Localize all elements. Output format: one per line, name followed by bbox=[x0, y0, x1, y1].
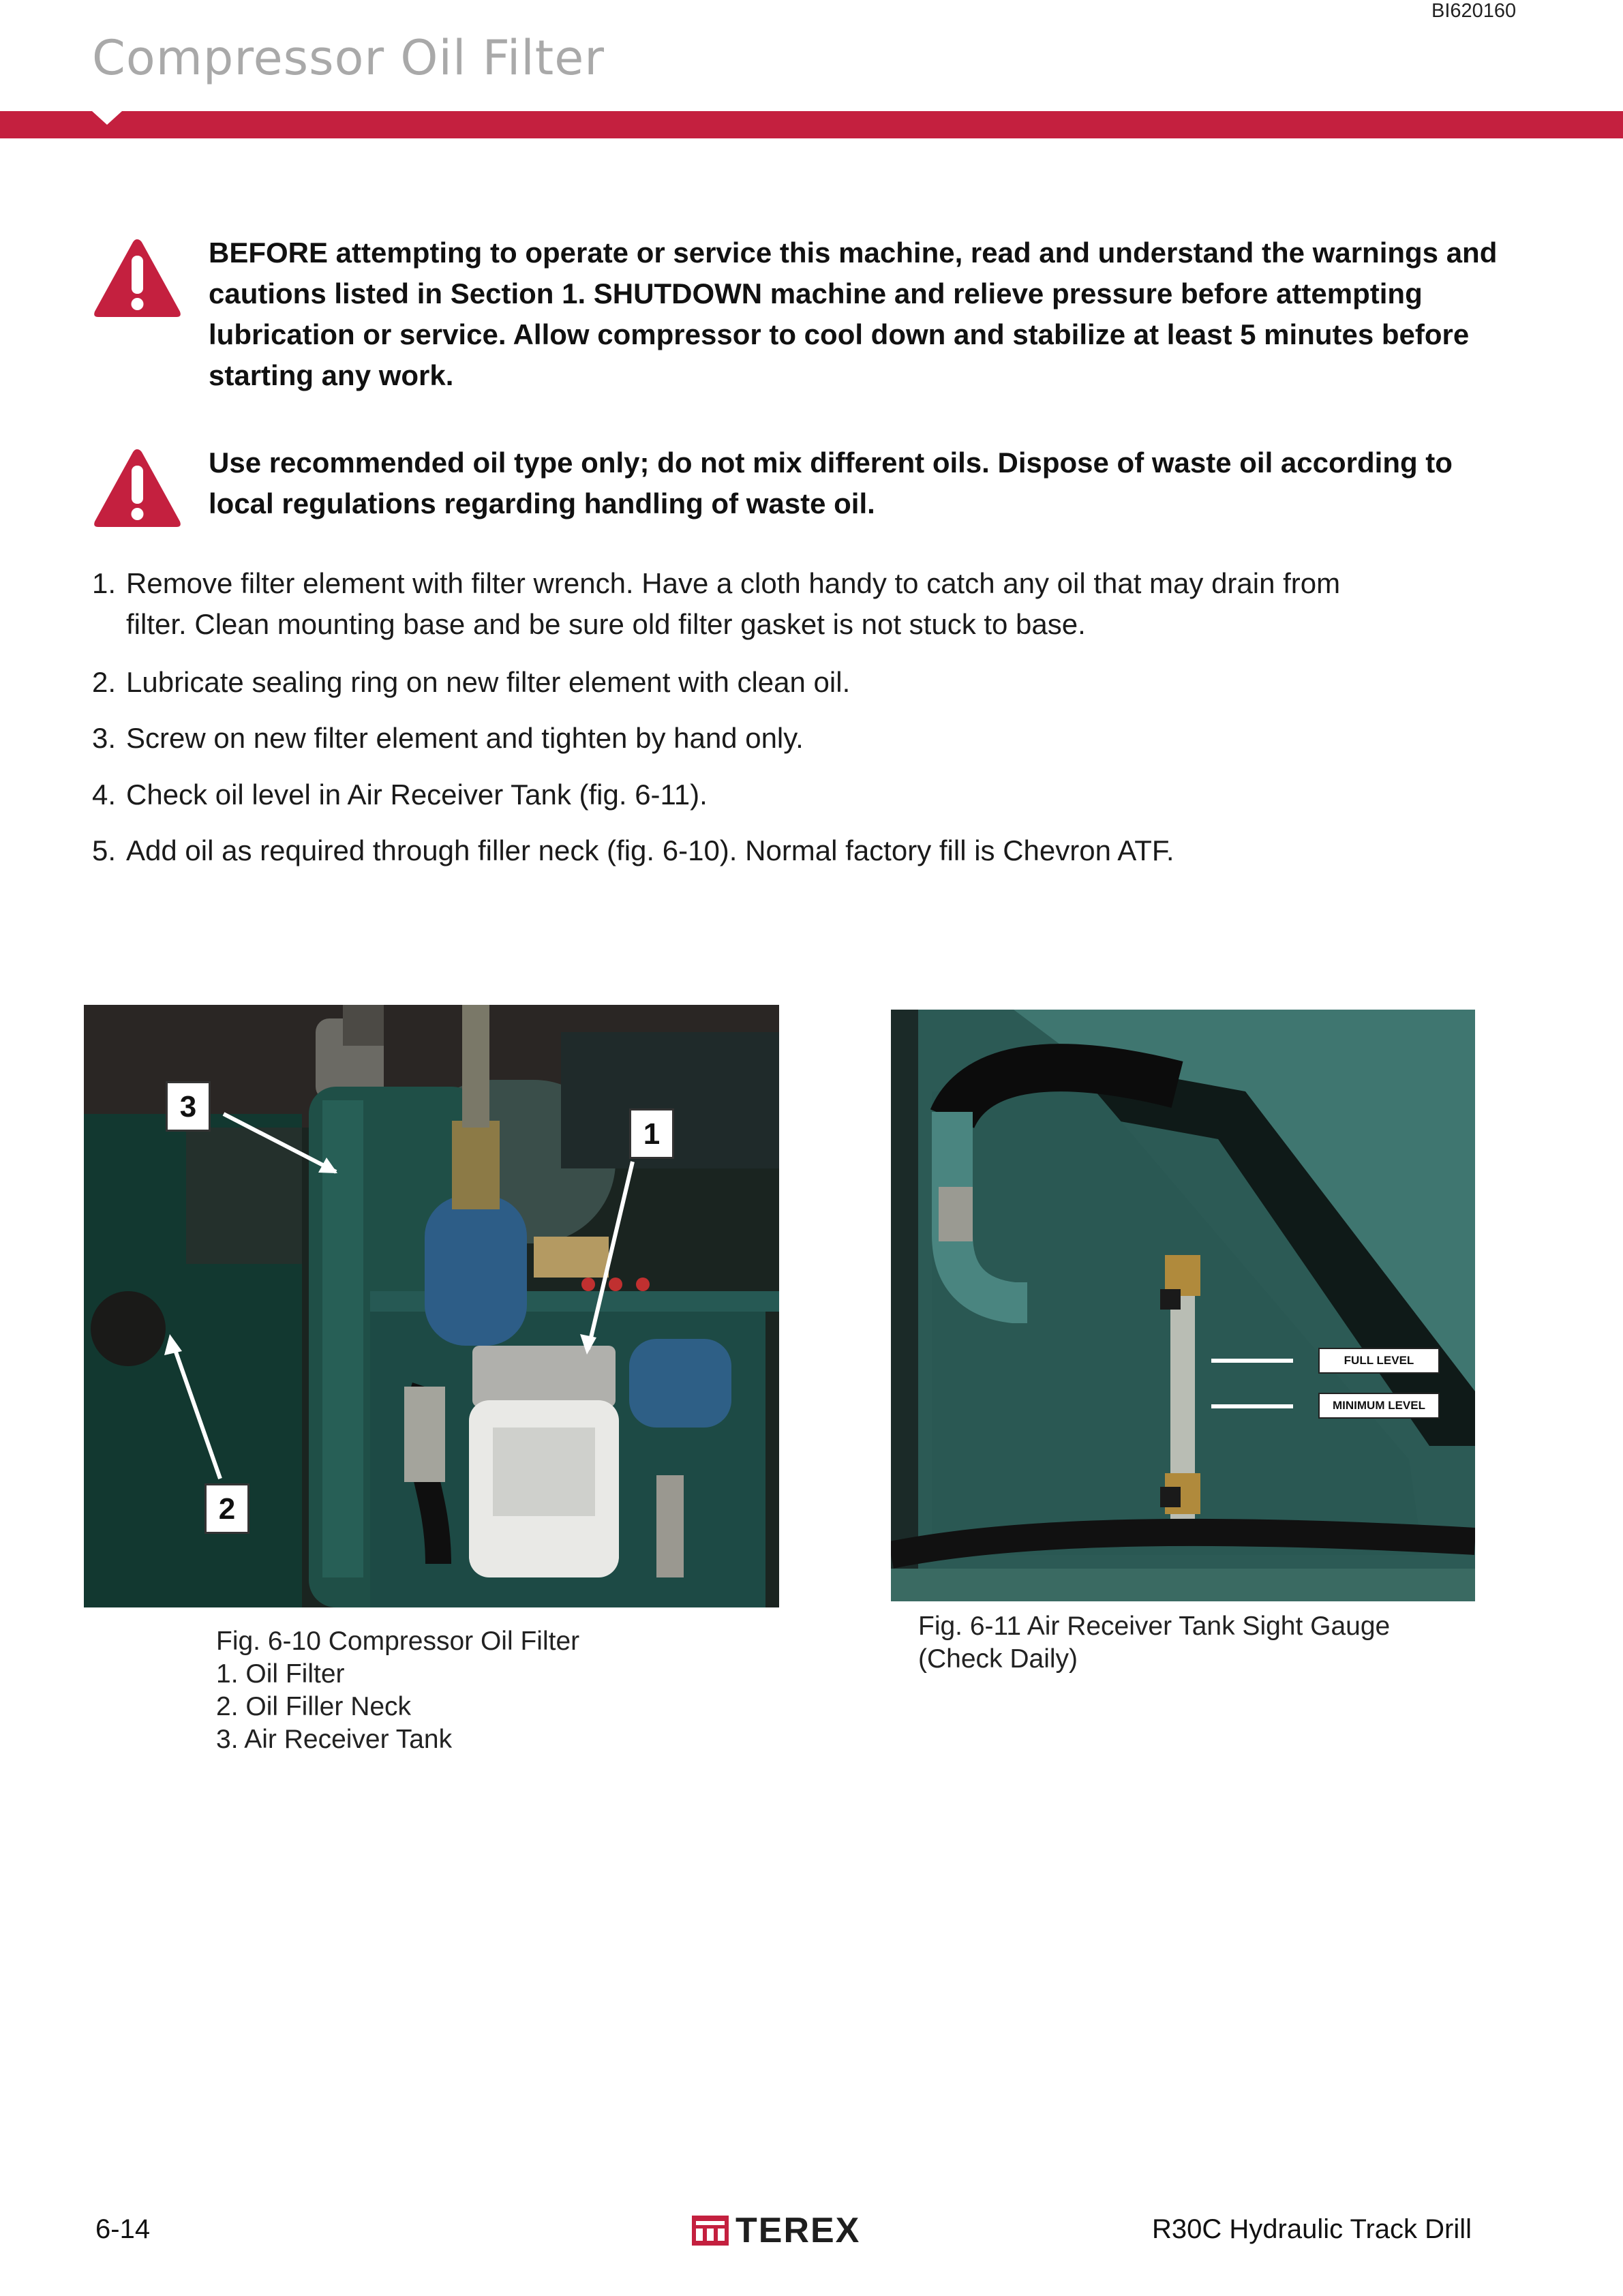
step-text: Lubricate sealing ring on new filter element with clean oil. bbox=[126, 666, 851, 698]
step-number: 2. bbox=[92, 666, 117, 698]
caption-item: 2. Oil Filler Neck bbox=[216, 1692, 412, 1721]
figure-caption-6-10 bbox=[216, 1625, 579, 1756]
callout-1: 1 bbox=[629, 1108, 674, 1159]
step-text: Screw on new filter element and tighten by hand only. bbox=[126, 722, 804, 754]
compressor-oil-filter-photo bbox=[84, 1005, 779, 1607]
document-code: BI620160 bbox=[1431, 0, 1517, 22]
page-number: 6-14 bbox=[95, 2214, 151, 2244]
warning-icon bbox=[91, 445, 183, 531]
caption-subtitle: (Check Daily) bbox=[918, 1644, 1078, 1674]
caption-item: 1. Oil Filter bbox=[216, 1659, 345, 1689]
step-number: 4. bbox=[92, 779, 117, 811]
callout-2: 2 bbox=[204, 1483, 249, 1534]
warning-text-2: Use recommended oil type only; do not mix different oils. Dispose of waste oil according to local regulations regarding handling of waste oil. bbox=[209, 447, 1453, 519]
step-number: 1. bbox=[92, 567, 117, 599]
figure-caption-6-11 bbox=[918, 1610, 1390, 1676]
list-item bbox=[92, 830, 1455, 871]
terex-logo-text: TEREX bbox=[735, 2211, 861, 2250]
step-text: Add oil as required through filler neck (fig. 6-10). Normal factory fill is Chevron ATF. bbox=[126, 834, 1174, 866]
caption-title: Fig. 6-11 Air Receiver Tank Sight Gauge bbox=[918, 1612, 1391, 1641]
caption-title: Fig. 6-10 Compressor Oil Filter bbox=[216, 1627, 580, 1656]
step-number: 5. bbox=[92, 834, 117, 866]
full-level-label: FULL LEVEL bbox=[1318, 1348, 1440, 1374]
list-item bbox=[92, 563, 1455, 645]
list-item bbox=[92, 718, 1455, 759]
header-bar bbox=[0, 111, 1623, 138]
step-text: Check oil level in Air Receiver Tank (fig. 6-11). bbox=[126, 779, 708, 811]
page-title: Compressor Oil Filter bbox=[92, 30, 605, 86]
header-bar-notch bbox=[92, 111, 122, 125]
product-name: R30C Hydraulic Track Drill bbox=[1152, 2214, 1472, 2244]
caption-item: 3. Air Receiver Tank bbox=[216, 1725, 453, 1754]
list-item bbox=[92, 662, 1455, 703]
minimum-level-label: MINIMUM LEVEL bbox=[1318, 1393, 1440, 1419]
callout-3: 3 bbox=[166, 1081, 211, 1132]
step-number: 3. bbox=[92, 722, 117, 754]
terex-logo bbox=[692, 2210, 860, 2251]
terex-logo-icon bbox=[692, 2216, 729, 2246]
warning-text-1: BEFORE attempting to operate or service this machine, read and understand the warnings and cautions listed in Section 1. SHUTDOWN machine and relieve pressure before attempting lubrication or service. Allow compressor to cool down and stabilize at least 5 minutes before starting any work. bbox=[209, 237, 1498, 391]
step-text-continuation: filter. Clean mounting base and be sure old filter gasket is not stuck to base. bbox=[126, 608, 1086, 640]
step-text: Remove filter element with filter wrench. Have a cloth handy to catch any oil that may drain from bbox=[126, 567, 1341, 599]
warning-icon bbox=[91, 235, 183, 321]
sight-gauge-photo bbox=[891, 1010, 1475, 1601]
list-item bbox=[92, 774, 1455, 815]
